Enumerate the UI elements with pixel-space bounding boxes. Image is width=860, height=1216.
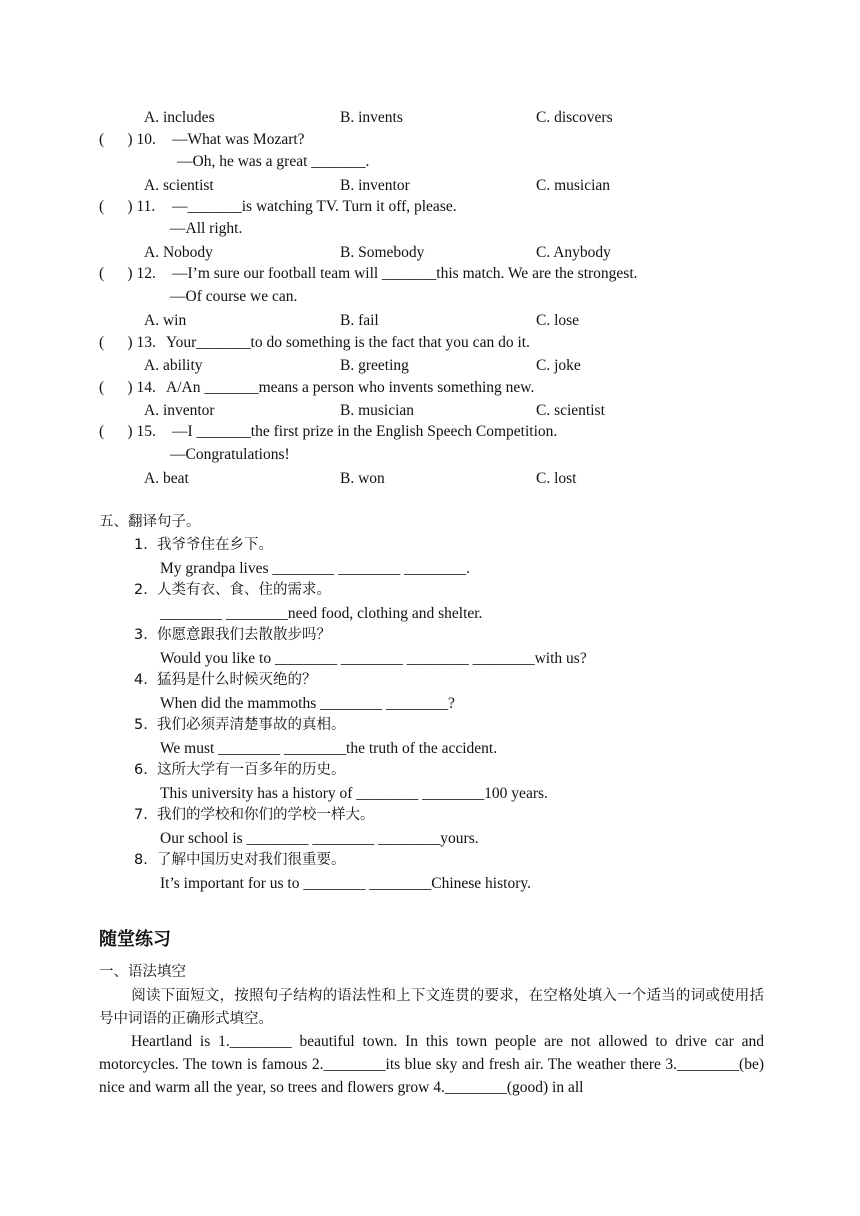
question-15-number: ( ) 15. [99, 423, 156, 440]
translation-6-english: This university has a history of ________ ________100 years. [160, 785, 548, 802]
top-option-a: A. includes [144, 109, 215, 126]
question-11-reply: —All right. [170, 220, 243, 237]
practice-heading: 随堂练习 [99, 929, 171, 950]
question-14-option-c: C. scientist [536, 402, 605, 419]
translation-3-english: Would you like to ________ ________ ________ ________with us? [160, 650, 587, 667]
question-11-text: —_______is watching TV. Turn it off, please. [172, 198, 457, 215]
passage-text: Heartland is 1.________ beautiful town. In this town people are not allowed to drive car and motorcycles. The town is famous 2.________its blue sky and fresh air. The weather there 3.________(be) nice and warm all the year, so trees and flowers grow 4.________(good) in all [99, 1033, 764, 1096]
question-13-option-a: A. ability [144, 357, 203, 374]
translation-5-chinese: 5. 我们必须弄清楚事故的真相。 [134, 717, 346, 733]
question-13-text: Your_______to do something is the fact that you can do it. [166, 334, 530, 351]
top-option-c: C. discovers [536, 109, 613, 126]
question-15-text: —I _______the first prize in the English Speech Competition. [172, 423, 558, 440]
question-12-text: —I’m sure our football team will _______this match. We are the strongest. [172, 265, 638, 282]
instruction-paragraph [99, 985, 764, 1031]
question-14-text: A/An _______means a person who invents something new. [166, 379, 535, 396]
question-10-reply: —Oh, he was a great _______. [177, 153, 370, 170]
translation-1-english: My grandpa lives ________ ________ ________. [160, 560, 470, 577]
translation-4-chinese: 4. 猛犸是什么时候灭绝的？ [134, 672, 317, 688]
question-10-option-b: B. inventor [340, 177, 410, 194]
question-12-option-b: B. fail [340, 312, 379, 329]
question-11-option-c: C. Anybody [536, 244, 611, 261]
question-13-number: ( ) 13. [99, 334, 156, 351]
translation-8-english: It’s important for us to ________ ________Chinese history. [160, 875, 531, 892]
question-10-option-a: A. scientist [144, 177, 214, 194]
translation-2-english: ________ ________need food, clothing and shelter. [160, 605, 483, 622]
question-10-text: —What was Mozart? [172, 131, 305, 148]
question-14-option-b: B. musician [340, 402, 415, 419]
instruction-text: 阅读下面短文，按照句子结构的语法性和上下文连贯的要求，在空格处填入一个适当的词或使用括号中词语的正确形式填空。 [99, 988, 764, 1027]
question-13-option-b: B. greeting [340, 357, 409, 374]
question-15-reply: —Congratulations! [170, 446, 290, 463]
question-15-option-c: C. lost [536, 470, 577, 487]
question-12-option-a: A. win [144, 312, 187, 329]
question-12-number: ( ) 12. [99, 265, 156, 282]
question-14-option-a: A. inventor [144, 402, 215, 419]
question-15-option-b: B. won [340, 470, 385, 487]
question-10-option-c: C. musician [536, 177, 611, 194]
passage-paragraph [99, 1030, 764, 1099]
question-11-option-b: B. Somebody [340, 244, 425, 261]
question-11-number: ( ) 11. [99, 198, 156, 215]
question-15-option-a: A. beat [144, 470, 189, 487]
translation-7-english: Our school is ________ ________ ________yours. [160, 830, 479, 847]
translation-6-chinese: 6. 这所大学有一百多年的历史。 [134, 762, 346, 778]
question-14-number: ( ) 14. [99, 379, 156, 396]
section-5-title: 五、翻译句子。 [99, 514, 201, 530]
translation-4-english: When did the mammoths ________ ________? [160, 695, 455, 712]
question-12-reply: —Of course we can. [170, 288, 298, 305]
top-option-b: B. invents [340, 109, 403, 126]
translation-1-chinese: 1. 我爷爷住在乡下。 [134, 537, 274, 553]
question-12-option-c: C. lose [536, 312, 580, 329]
translation-8-chinese: 8. 了解中国历史对我们很重要。 [134, 852, 346, 868]
question-11-option-a: A. Nobody [144, 244, 213, 261]
translation-2-chinese: 2. 人类有衣、食、住的需求。 [134, 582, 332, 598]
grammar-fill-title: 一、语法填空 [99, 964, 186, 980]
translation-5-english: We must ________ ________the truth of the accident. [160, 740, 498, 757]
translation-3-chinese: 3. 你愿意跟我们去散散步吗？ [134, 627, 332, 643]
translation-7-chinese: 7. 我们的学校和你们的学校一样大。 [134, 807, 375, 823]
question-10-number: ( ) 10. [99, 131, 156, 148]
question-13-option-c: C. joke [536, 357, 581, 374]
